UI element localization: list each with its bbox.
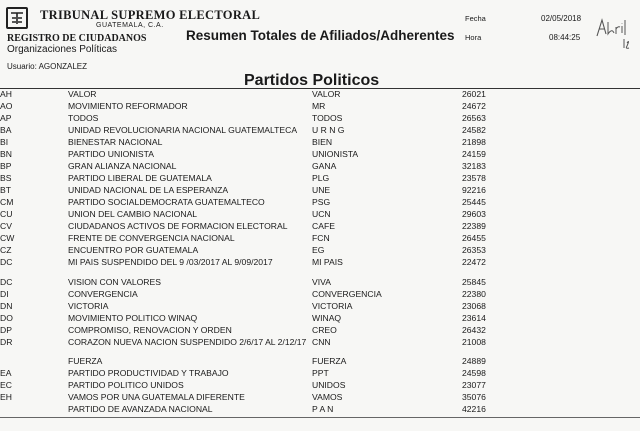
party-code: BS (0, 173, 12, 183)
party-code: AO (0, 101, 13, 111)
party-abbreviation: P A N (312, 404, 334, 414)
party-code: CV (0, 221, 12, 231)
party-abbreviation: BIEN (312, 137, 333, 147)
date-label: Fecha (465, 14, 486, 23)
table-row (0, 257, 640, 277)
affiliate-count: 23614 (462, 312, 486, 323)
affiliate-count: 24672 (462, 101, 486, 111)
party-code: CZ (0, 245, 12, 255)
party-code: DC (0, 276, 13, 287)
user-line (7, 62, 87, 71)
party-code: EC (0, 380, 12, 390)
table-row (0, 101, 640, 112)
affiliate-count: 21008 (462, 336, 486, 347)
affiliate-count: 24159 (462, 149, 486, 159)
party-code: CU (0, 209, 13, 219)
party-abbreviation: VIVA (312, 276, 331, 287)
party-abbreviation: MR (312, 101, 326, 111)
affiliate-count: 24582 (462, 125, 486, 135)
party-name: PARTIDO POLITICO UNIDOS (68, 380, 184, 390)
party-abbreviation: PLG (312, 173, 330, 183)
table-row (0, 245, 640, 256)
table-row (0, 301, 640, 312)
party-name: UNIDAD NACIONAL DE LA ESPERANZA (68, 185, 229, 195)
table-row (0, 277, 640, 288)
table-row (0, 221, 640, 232)
affiliate-count: 25445 (462, 197, 486, 207)
party-name: MOVIMIENTO POLITICO WINAQ (68, 312, 198, 323)
affiliate-count: 35076 (462, 392, 486, 402)
party-name: FUERZA (68, 356, 103, 366)
party-name: PARTIDO DE AVANZADA NACIONAL (68, 404, 213, 414)
affiliate-count: 22472 (462, 257, 486, 267)
table-row (0, 289, 640, 300)
party-code: DC (0, 257, 13, 267)
party-abbreviation: UNE (312, 185, 331, 195)
affiliate-count: 92216 (462, 185, 486, 195)
affiliate-count: 23578 (462, 173, 486, 183)
table-row (0, 197, 640, 208)
date-value: 02/05/2018 (541, 14, 582, 23)
party-abbreviation: U R N G (312, 125, 345, 135)
table-row (0, 137, 640, 148)
table-row (0, 113, 640, 124)
affiliate-count: 22389 (462, 221, 486, 231)
table-row (0, 161, 640, 172)
party-abbreviation: UNIDOS (312, 380, 346, 390)
table-row (0, 125, 640, 136)
party-code: BN (0, 149, 12, 159)
party-code: EH (0, 392, 12, 402)
party-code: DP (0, 324, 12, 335)
org-name: TRIBUNAL SUPREMO ELECTORAL (40, 8, 261, 22)
party-code: BT (0, 185, 11, 195)
party-name: PARTIDO LIBERAL DE GUATEMALA (68, 173, 212, 183)
party-name: FRENTE DE CONVERGENCIA NACIONAL (68, 233, 235, 243)
table-row (0, 325, 640, 336)
party-code: DR (0, 336, 13, 347)
report-title: Resumen Totales de Afiliados/Adherentes (186, 28, 455, 43)
affiliate-count: 25845 (462, 276, 486, 287)
party-name: CONVERGENCIA (68, 288, 138, 299)
time-value: 08:44:25 (549, 33, 581, 42)
table-row (0, 149, 640, 160)
party-abbreviation: MI PAIS (312, 257, 343, 267)
subdepartment-name: Organizaciones Políticas (7, 44, 118, 55)
table-row (0, 209, 640, 220)
party-abbreviation: EG (312, 245, 325, 255)
party-code: DN (0, 300, 13, 311)
affiliate-count: 21898 (462, 137, 486, 147)
party-name: PARTIDO SOCIALDEMOCRATA GUATEMALTECO (68, 197, 265, 207)
affiliate-count: 23077 (462, 380, 486, 390)
table-row (0, 233, 640, 244)
party-abbreviation: WINAQ (312, 312, 342, 323)
affiliate-count: 42216 (462, 404, 486, 414)
party-name: MOVIMIENTO REFORMADOR (68, 101, 188, 111)
affiliate-count: 26432 (462, 324, 486, 335)
org-city: GUATEMALA, C.A. (96, 22, 164, 29)
party-abbreviation: CAFE (312, 221, 335, 231)
table-row (0, 392, 640, 403)
party-name: MI PAIS SUSPENDIDO DEL 9 /03/2017 AL 9/09/2017 (68, 257, 273, 267)
party-name: VALOR (68, 89, 97, 99)
party-abbreviation: VALOR (312, 89, 341, 99)
party-abbreviation: FCN (312, 233, 330, 243)
party-name: VISION CON VALORES (68, 276, 161, 287)
party-code: CM (0, 197, 14, 207)
party-name: CORAZON NUEVA NACION SUSPENDIDO 2/6/17 AL 2/12/17 (68, 336, 307, 347)
table-row (0, 356, 640, 367)
table-row (0, 173, 640, 184)
party-abbreviation: UNIONISTA (312, 149, 359, 159)
party-name: UNION DEL CAMBIO NACIONAL (68, 209, 198, 219)
party-abbreviation: FUERZA (312, 356, 347, 366)
party-name: PARTIDO PRODUCTIVIDAD Y TRABAJO (68, 368, 229, 378)
affiliate-count: 22380 (462, 288, 486, 299)
party-name: BIENESTAR NACIONAL (68, 137, 163, 147)
party-abbreviation: UCN (312, 209, 331, 219)
party-code: BI (0, 137, 9, 147)
party-name: UNIDAD REVOLUCIONARIA NACIONAL GUATEMALTECA (68, 125, 298, 135)
table-row (0, 313, 640, 324)
time-label: Hora (465, 33, 482, 42)
party-abbreviation: PSG (312, 197, 331, 207)
party-name: VICTORIA (68, 300, 109, 311)
party-name: CIUDADANOS ACTIVOS DE FORMACION ELECTORAL (68, 221, 288, 231)
department-name: REGISTRO DE CIUDADANOS (7, 33, 147, 44)
tse-logo-icon (6, 7, 28, 29)
table-row (0, 337, 640, 357)
affiliate-count: 29603 (462, 209, 486, 219)
party-code: AP (0, 113, 12, 123)
party-abbreviation: GANA (312, 161, 337, 171)
affiliate-count: 26021 (462, 89, 486, 99)
party-abbreviation: VICTORIA (312, 300, 353, 311)
table-row (0, 89, 640, 100)
party-name: PARTIDO UNIONISTA (68, 149, 154, 159)
party-abbreviation: PPT (312, 368, 329, 378)
party-abbreviation: CONVERGENCIA (312, 288, 382, 299)
table-row (0, 368, 640, 379)
affiliate-count: 26563 (462, 113, 486, 123)
table-row (0, 380, 640, 391)
user-value: AGONZALEZ (38, 62, 88, 71)
party-name: GRAN ALIANZA NACIONAL (68, 161, 177, 171)
affiliate-count: 24889 (462, 356, 486, 366)
party-code: BA (0, 125, 12, 135)
footer-divider (0, 417, 640, 418)
party-name: ENCUENTRO POR GUATEMALA (68, 245, 199, 255)
party-name: TODOS (68, 113, 99, 123)
affiliate-count: 26455 (462, 233, 486, 243)
party-abbreviation: CREO (312, 324, 337, 335)
party-name: COMPROMISO, RENOVACION Y ORDEN (68, 324, 232, 335)
affiliate-count: 26353 (462, 245, 486, 255)
party-code: DO (0, 312, 13, 323)
section-title: Partidos Politicos (244, 72, 380, 89)
user-label: Usuario: (7, 62, 37, 71)
party-abbreviation: CNN (312, 336, 331, 347)
party-code: AH (0, 89, 12, 99)
table-row (0, 404, 640, 415)
handwritten-note (594, 14, 632, 50)
party-abbreviation: VAMOS (312, 392, 343, 402)
affiliate-count: 32183 (462, 161, 486, 171)
party-code: BP (0, 161, 12, 171)
party-code: DI (0, 288, 9, 299)
party-code: CW (0, 233, 15, 243)
party-code: EA (0, 368, 12, 378)
affiliate-count: 23068 (462, 300, 486, 311)
party-abbreviation: TODOS (312, 113, 343, 123)
affiliate-count: 24598 (462, 368, 486, 378)
party-name: VAMOS POR UNA GUATEMALA DIFERENTE (68, 392, 245, 402)
table-row (0, 185, 640, 196)
